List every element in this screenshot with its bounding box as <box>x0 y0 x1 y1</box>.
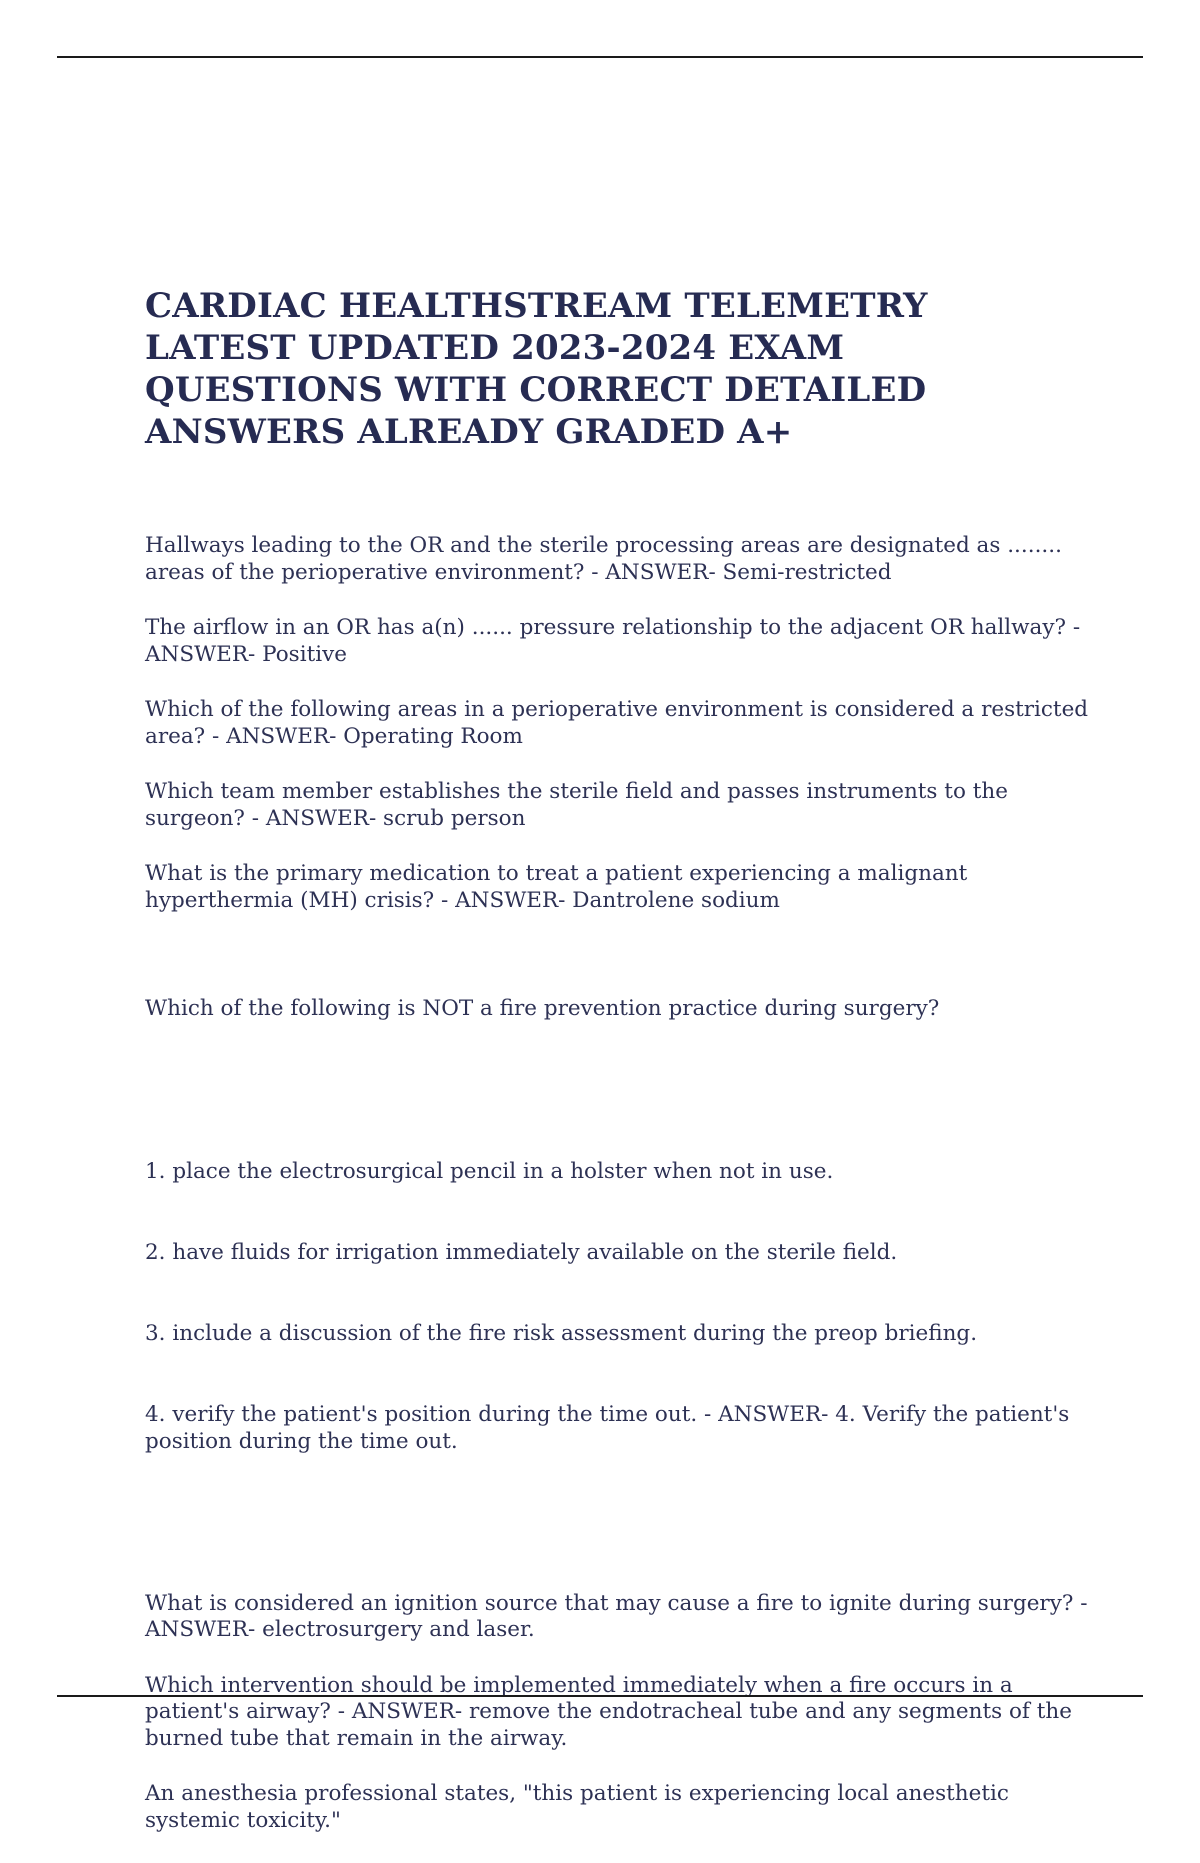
qa-item: Which team member establishes the sterile field and passes instruments to the surgeon? - ANSWER- scrub person <box>145 779 1015 831</box>
qa-item: Which intervention should be implemented immediately when a fire occurs in a patient's airway? - ANSWER- remove the endotracheal tube and any segments of the burned tube that remain in the airway. <box>145 1672 1079 1751</box>
qa-item: The airflow in an OR has a(n) ...... pressure relationship to the adjacent OR hallway? - ANSWER- Positive <box>145 615 1087 667</box>
document-body <box>145 285 1095 1863</box>
question-intro: Which of the following is NOT a fire prevention practice during surgery? <box>145 996 940 1021</box>
answer-option: 4. verify the patient's position during the time out. - ANSWER- 4. Verify the patient's position during the time out. <box>145 1401 1077 1454</box>
answer-option: 3. include a discussion of the fire risk assessment during the preop briefing. <box>145 1320 978 1346</box>
answer-option: 1. place the electrosurgical pencil in a holster when not in use. <box>145 1158 834 1184</box>
answer-option: 2. have fluids for irrigation immediately available on the sterile field. <box>145 1239 898 1265</box>
answer-options <box>145 1104 1095 1509</box>
qa-item: Hallways leading to the OR and the sterile processing areas are designated as ........ areas of the perioperative environment? - ANSWER- Semi-restricted <box>145 533 1069 585</box>
document-title: CARDIAC HEALTHSTREAM TELEMETRY LATEST UPDATED 2023-2024 EXAM QUESTIONS WITH CORRECT DETAILED ANSWERS ALREADY GRADED A+ <box>145 286 928 452</box>
qa-item: What is considered an ignition source that may cause a fire to ignite during surgery? - ANSWER- electrosurgery and laser. <box>145 1590 1095 1642</box>
qa-item: What is the primary medication to treat a patient experiencing a malignant hyperthermia (MH) crisis? - ANSWER- Dantrolene sodium <box>145 861 975 913</box>
qa-item: Which of the following areas in a perioperative environment is considered a restricted area? - ANSWER- Operating Room <box>145 697 1095 749</box>
qa-list <box>145 533 1095 1834</box>
qa-item-multiple-choice <box>145 943 1095 1562</box>
bottom-rule <box>57 1695 1143 1697</box>
qa-item: An anesthesia professional states, "this patient is experiencing local anesthetic systemic toxicity." <box>145 1781 1016 1833</box>
top-rule <box>57 56 1143 58</box>
